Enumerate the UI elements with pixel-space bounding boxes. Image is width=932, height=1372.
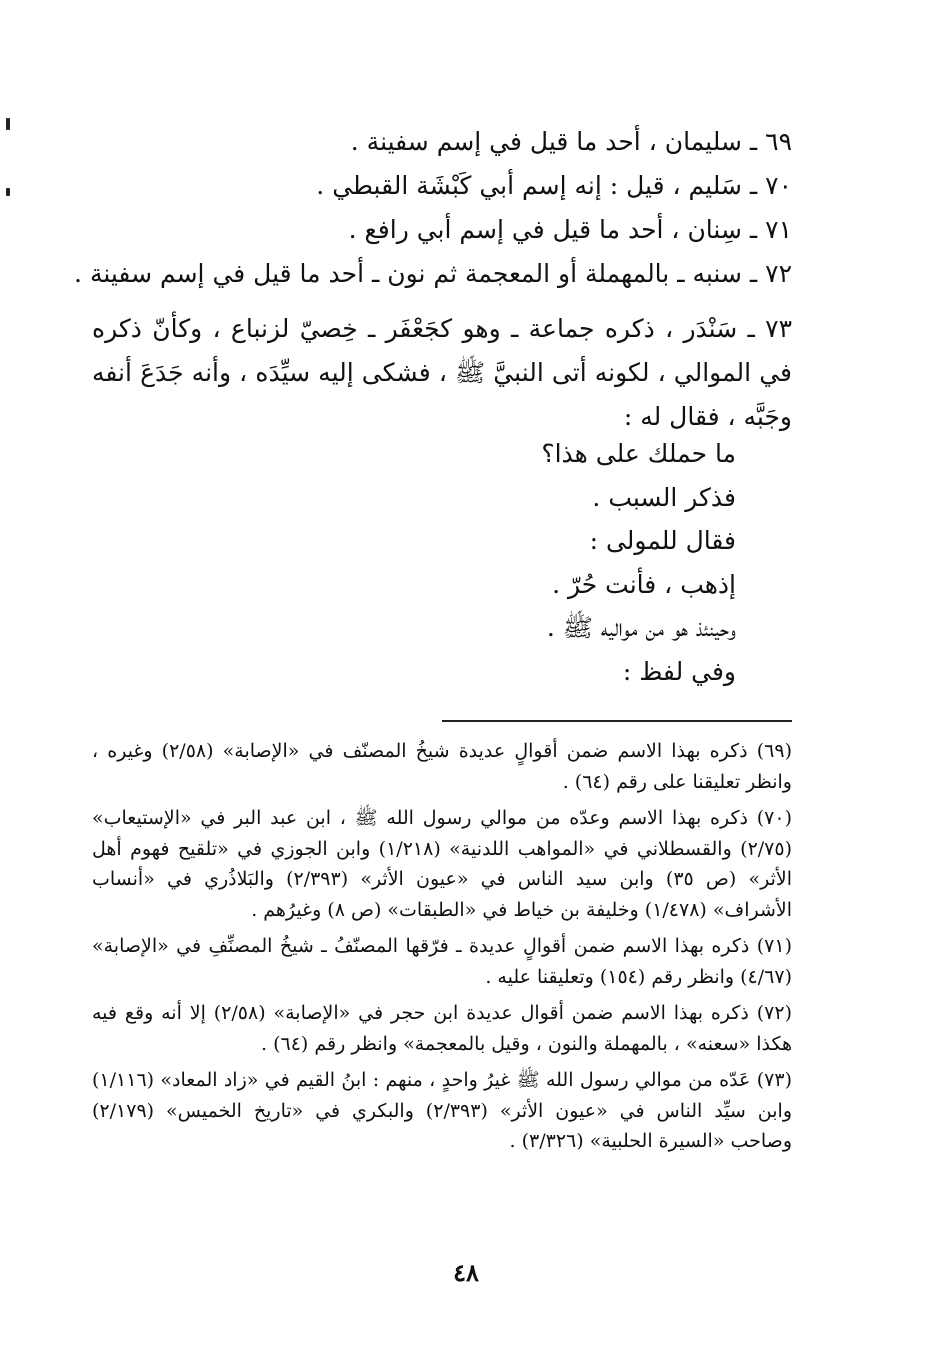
entry-69: ٦٩ ـ سليمان ، أحد ما قيل في إسم سفينة . [350,127,792,156]
entry-73: ٧٣ ـ سَنْدَر ، ذكره جماعة ـ وهو كجَعْفَر ـ خِصيّ لزنباع ، وكأنّ ذكره في الموالي ، لكونه أتى النبيَّ ﷺ ، فشكى إليه سيِّدَه ، وأنه جَدَعَ أنفه وجَبَّه ، فقال له : [92,314,793,431]
footnote-divider [442,720,792,722]
dialogue-line: وحينئذ هو من مواليه ﷺ . [546,613,736,642]
footnote-72: (٧٢) ذكره بهذا الاسم ضمن أقوال عديدة ابن حجر في «الإصابة» (٢/٥٨) إلا أنه وقع فيه هكذا «سعنه» ، بالمهملة والنون ، وقيل بالمعجمة» وانظر رقم (٦٤) . [92,1002,793,1055]
dialogue-block [176,432,736,693]
footnote-71: (٧١) ذكره بهذا الاسم ضمن أقوالٍ عديدة ـ فرّقها المصنّفُ ـ شيخُ المصنِّفِ في «الإصابة» (٤/٦٧) وانظر رقم (١٥٤) وتعليقنا عليه . [92,935,792,988]
footnotes [92,736,792,1163]
footnote-69: (٦٩) ذكره بهذا الاسم ضمن أقوالٍ عديدة شيخُ المصنّف في «الإصابة» (٢/٥٨) وغيره ، وانظر تعليقنا على رقم (٦٤) . [92,740,792,793]
main-entries [74,120,792,296]
footnote-73: (٧٣) عَدّه من موالي رسول الله ﷺ غيرُ واحدٍ ، منهم : ابنُ القيم في «زاد المعاد» (١/١١٦) وابن سيِّد الناس في «عيون الأثر» (٢/٣٩٣) والبكري في «تاريخ الخميس» (٢/١٧٩) وصاحب «السيرة الحلبية» (٣/٣٢٦) . [92,1069,792,1152]
dialogue-line: ما حملك على هذا؟ [541,439,736,468]
footnote-70: (٧٠) ذكره بهذا الاسم وعدّه من موالي رسول الله ﷺ ، ابن عبد البر في «الإستيعاب» (٢/٧٥) والقسطلاني في «المواهب اللدنية» (١/٢١٨) وابن الجوزي في «تلقيح فهوم أهل الأثر» (ص ٣٥) وابن سيد الناس في «عيون الأثر» (٢/٣٩٣) والبَلاذُري في «أنساب الأشراف» (١/٤٧٨) وخليفة بن خياط في «الطبقات» (ص ٨) وغيرُهم . [92,807,793,921]
dialogue-line: إذهب ، فأنت حُرّ . [552,569,736,599]
entry-72: ٧٢ ـ سنبه ـ بالمهملة أو المعجمة ثم نون ـ أحد ما قيل في إسم سفينة . [74,259,792,288]
scan-edge-mark-top [6,118,10,130]
dialogue-line: فقال للمولى : [589,526,736,555]
dialogue-line: وفي لفظ : [622,656,736,686]
page-number: ٤٨ [453,1258,479,1287]
dialogue-line: فذكر السبب . [592,482,736,512]
entry-70: ٧٠ ـ سَليم ، قيل : إنه إسم أبي كَبْشَة القبطي . [316,171,792,200]
entry-71: ٧١ ـ سِنان ، أحد ما قيل في إسم أبي رافع . [348,215,792,244]
scan-edge-mark-bottom [6,188,10,196]
